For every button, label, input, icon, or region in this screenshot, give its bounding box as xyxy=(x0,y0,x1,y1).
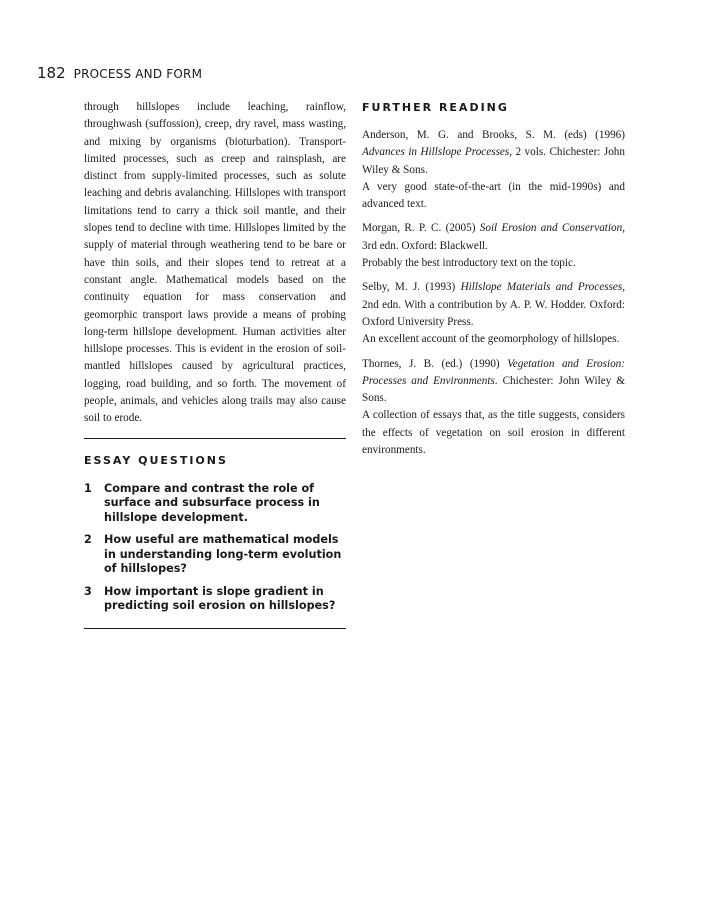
essay-question-item xyxy=(84,585,346,614)
reference-title: Hillslope Materials and Processes xyxy=(460,281,623,294)
reference-publication: , 3rd edn. Oxford: Blackwell. xyxy=(362,222,625,252)
reference-authors: Thornes, J. B. (ed.) (1990) xyxy=(362,357,508,370)
running-section-title: PROCESS AND FORM xyxy=(73,67,203,81)
reference-title: Soil Erosion and Conservation xyxy=(479,222,623,235)
section-divider-top xyxy=(84,438,346,439)
right-column xyxy=(362,101,625,466)
question-number: 1 xyxy=(84,481,92,495)
essay-question-item xyxy=(84,482,346,526)
reference-publication: , 2nd edn. With a contribution by A. P. W. Hodder. Oxford: Oxford University Press. xyxy=(362,281,625,328)
reference-authors: Anderson, M. G. and Brooks, S. M. (eds) (1996) xyxy=(362,129,625,141)
reference-authors: Morgan, R. P. C. (2005) xyxy=(362,222,480,235)
question-number: 3 xyxy=(84,584,92,598)
reference-annotation: A very good state-of-the-art (in the mid-1990s) and advanced text. xyxy=(362,180,625,211)
reference-citation xyxy=(362,356,625,408)
reference-annotation: Probably the best introductory text on the topic. xyxy=(362,257,576,270)
question-text: Compare and contrast the role of surface and subsurface process in hillslope development. xyxy=(104,481,320,524)
reference-entry xyxy=(362,220,625,272)
reference-publication: . Chichester: John Wiley & Sons. xyxy=(362,374,625,405)
page-number: 182 xyxy=(37,64,66,82)
reference-entry xyxy=(362,356,625,460)
reference-entry xyxy=(362,127,625,213)
body-paragraph: through hillslopes include leaching, rainflow, throughwash (suffossion), creep, dry ravel, mass wasting, and mixing by organisms (bioturbation). Transport-limited processes, such as creep and rainsplash, are distinct from supply-limited processes, such as solute leaching and debris avalanching. Hillslopes with transport limitations tend to carry a thick soil mantle, and their slopes tend to decline with time. Hillslopes limited by the supply of material through weathering tend to be bare or have thin soils, and their slopes tend to retreat at a constant angle. Mathematical models based on the continuity equation for mass conservation and geomorphic transport laws provide a means of probing long-term hillslope development. Human activities alter hillslope processes. This is evident in the erosion of soil-mantled hillslopes caused by agricultural practices, logging, road building, and so forth. The movement of people, animals, and vehicles along trails may also cause soil to erode. xyxy=(84,101,346,425)
reference-title: Advances in Hillslope Processes xyxy=(362,146,510,159)
reference-annotation: A collection of essays that, as the title suggests, considers the effects of vegetation on soil erosion in different environments. xyxy=(362,409,625,457)
further-reading-heading: FURTHER READING xyxy=(362,101,509,114)
question-text: How important is slope gradient in predicting soil erosion on hillslopes? xyxy=(104,584,336,613)
question-number: 2 xyxy=(84,533,92,547)
reference-title: Vegetation and Erosion: Processes and Environments xyxy=(362,357,626,387)
reference-citation xyxy=(362,127,625,179)
left-column xyxy=(84,99,346,629)
running-header xyxy=(37,64,202,82)
essay-questions-heading: ESSAY QUESTIONS xyxy=(84,453,228,467)
question-text: How useful are mathematical models in understanding long-term evolution of hillslopes? xyxy=(104,533,342,576)
reference-entry xyxy=(362,279,625,348)
reference-authors: Selby, M. J. (1993) xyxy=(362,281,461,294)
section-divider-bottom xyxy=(84,628,346,629)
essay-question-item xyxy=(84,533,346,577)
essay-question-list xyxy=(84,482,346,614)
reference-annotation: An excellent account of the geomorphology of hillslopes. xyxy=(362,333,620,346)
reference-citation xyxy=(362,220,625,255)
reference-publication: , 2 vols. Chichester: John Wiley & Sons. xyxy=(362,146,625,176)
reference-citation xyxy=(362,279,625,331)
